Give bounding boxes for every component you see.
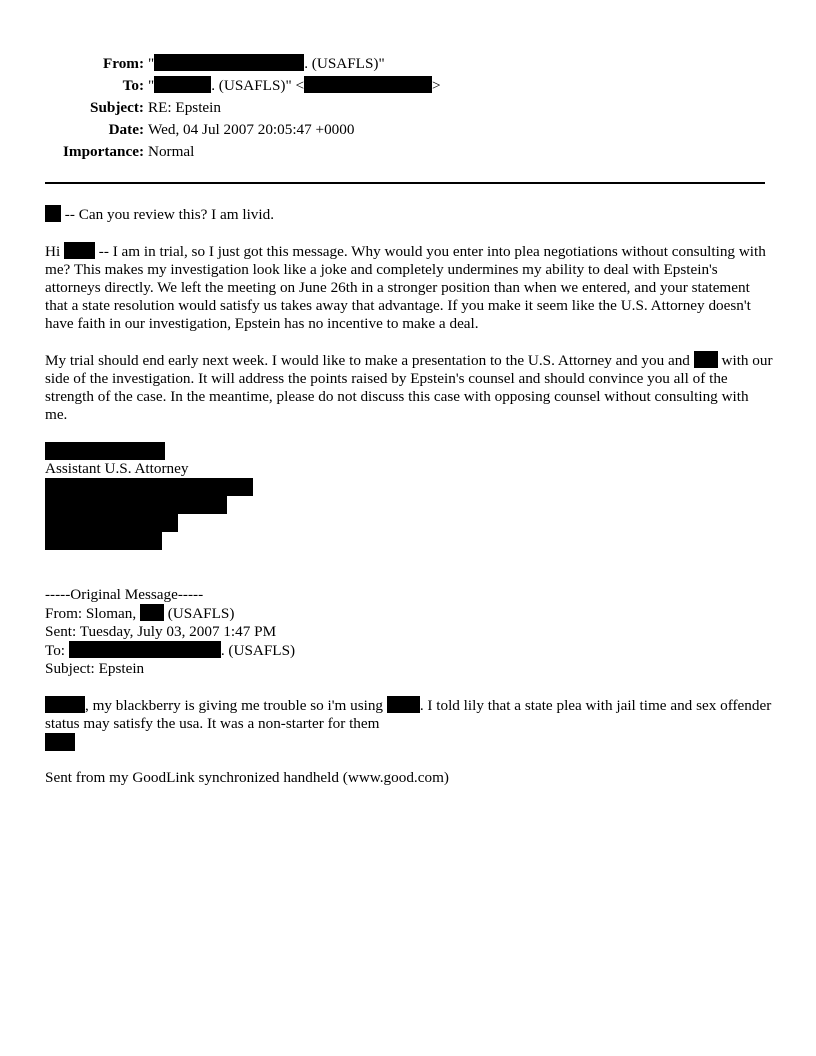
from-label: From: <box>102 55 144 72</box>
redacted-block <box>45 205 61 222</box>
paragraph-2: My trial should end early next week. I would like to make a presentation to the U.S. Attorney and you and with our side of the investigation. It will address the points raised by Epstein's counsel and should convince you all of the strength of the case. In the meantime, please do not discuss this case with opposing counsel without consulting with me. <box>45 352 773 423</box>
from-value: " . (USAFLS)" <box>148 55 385 72</box>
importance-value: Normal <box>148 143 195 160</box>
signature-line <box>45 532 773 550</box>
email-body <box>45 205 773 787</box>
redacted-block <box>64 242 95 259</box>
original-sent: Sent: Tuesday, July 03, 2007 1:47 PM <box>45 623 277 640</box>
redacted-block <box>45 532 162 550</box>
to-label: To: <box>122 77 144 94</box>
email-header <box>0 53 816 163</box>
original-to: To: . (USAFLS) <box>45 642 296 659</box>
signature-line <box>45 496 773 514</box>
redacted-block <box>45 478 253 496</box>
signature-name <box>45 442 773 460</box>
paragraph-1: Hi -- I am in trial, so I just got this message. Why would you enter into plea negotiations without consulting with me? This makes my investigation look like a joke and completely undermines my ability to deal with Epstein's attorneys directly. We left the meeting on June 26th in a stronger position than when we entered, and your statement that a state resolution would satisfy us takes away that advantage. If you make it seem like the U.S. Attorney doesn't have faith in our investigation, Epstein has no incentive to make a deal. <box>45 243 766 332</box>
redacted-block <box>45 514 178 532</box>
redacted-block <box>45 442 165 460</box>
signature-title: Assistant U.S. Attorney <box>45 460 189 477</box>
original-footer: Sent from my GoodLink synchronized handheld (www.good.com) <box>45 769 449 786</box>
to-value: " . (USAFLS)" < > <box>148 77 441 94</box>
original-message: , my blackberry is giving me trouble so i'm using . I told lily that a state plea with jail time and sex offender status may satisfy the usa. It was a non-starter for them <box>45 697 772 732</box>
original-subject: Subject: Epstein <box>45 660 145 677</box>
subject-row <box>0 97 816 119</box>
original-from: From: Sloman, (USAFLS) <box>45 605 235 622</box>
redacted-block <box>694 351 718 368</box>
redacted-block <box>387 696 420 713</box>
date-row <box>0 119 816 141</box>
date-label: Date: <box>108 121 144 138</box>
from-row <box>0 53 816 75</box>
signature-line <box>45 478 773 496</box>
subject-value: RE: Epstein <box>148 99 221 116</box>
date-value: Wed, 04 Jul 2007 20:05:47 +0000 <box>148 121 355 138</box>
intro-line: -- Can you review this? I am livid. <box>45 205 773 224</box>
redacted-block <box>45 696 85 713</box>
signature-line <box>45 514 773 532</box>
original-divider: -----Original Message----- <box>45 586 204 603</box>
subject-label: Subject: <box>90 99 144 116</box>
redacted-block <box>140 604 164 621</box>
redacted-block <box>45 733 75 751</box>
redacted-block <box>154 54 304 71</box>
redacted-block <box>69 641 221 658</box>
redacted-block <box>154 76 211 93</box>
importance-label: Importance: <box>63 143 144 160</box>
importance-row <box>0 141 816 163</box>
header-divider <box>45 182 765 184</box>
original-signature <box>45 733 773 751</box>
redacted-block <box>45 496 227 514</box>
redacted-block <box>304 76 432 93</box>
to-row <box>0 75 816 97</box>
